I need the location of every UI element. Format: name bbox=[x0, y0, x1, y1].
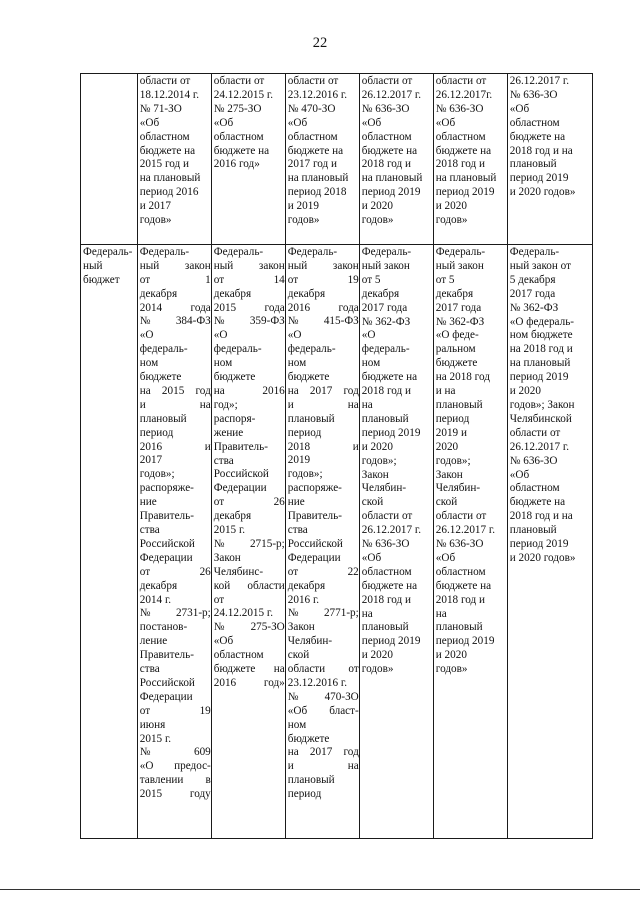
cell-line: декабря bbox=[287, 579, 326, 592]
cell-line: «О федераль- bbox=[509, 315, 575, 328]
cell-line: от 19 bbox=[139, 704, 211, 717]
cell-line: от 14 bbox=[213, 273, 285, 286]
table-cell bbox=[433, 74, 507, 245]
table-row bbox=[81, 245, 593, 839]
cell-line: № 609 bbox=[139, 746, 211, 759]
cell-line: 26.12.2017 г. bbox=[361, 88, 422, 101]
cell-line: «О bbox=[213, 329, 228, 342]
cell-line: областном bbox=[361, 565, 412, 578]
cell-line: распоря- bbox=[213, 412, 256, 425]
cell-line: Федерации bbox=[213, 482, 267, 495]
cell-line: на плановый bbox=[287, 172, 349, 185]
cell-line: на bbox=[361, 607, 373, 620]
cell-line: на bbox=[361, 398, 373, 411]
cell-line: период bbox=[287, 788, 322, 801]
cell-line: 2016 год» bbox=[213, 158, 260, 171]
cell-line: плановый bbox=[139, 412, 187, 425]
cell-line: ный bbox=[83, 259, 103, 272]
cell-line: 24.12.2015 г. bbox=[213, 88, 274, 101]
cell-line: бюджете на bbox=[361, 144, 418, 157]
cell-line: годов» bbox=[361, 214, 394, 227]
cell-line: Закон bbox=[213, 551, 241, 564]
cell-line: Российской bbox=[139, 537, 195, 550]
cell-line: от 26 bbox=[139, 565, 211, 578]
cell-line: Челябин- bbox=[361, 482, 407, 495]
cell-line: № 470-ЗО bbox=[287, 690, 359, 703]
cell-line: от 1 bbox=[139, 273, 211, 286]
cell-line: 2014 года bbox=[139, 301, 211, 314]
cell-line: «О bbox=[139, 329, 154, 342]
cell-line: бюджете bbox=[213, 371, 256, 384]
cell-line: федераль- bbox=[287, 343, 336, 356]
cell-line: год»; bbox=[213, 398, 238, 411]
cell-line: период 2016 bbox=[139, 186, 199, 199]
cell-line: на 2017 год bbox=[287, 746, 359, 759]
cell-line: Федераль- bbox=[287, 246, 338, 258]
table-cell bbox=[81, 245, 138, 839]
cell-line: ской bbox=[287, 649, 310, 662]
cell-line: № 362-ФЗ bbox=[435, 315, 485, 328]
cell-line: «Об bbox=[435, 116, 456, 129]
cell-line: Правитель- bbox=[287, 510, 342, 523]
cell-line: «Об bbox=[287, 116, 308, 129]
budget-sources-table bbox=[80, 73, 593, 839]
cell-line: годов»; bbox=[287, 468, 323, 481]
cell-line: Правитель- bbox=[213, 440, 268, 453]
cell-line: областном bbox=[139, 130, 190, 143]
cell-line: № 384-ФЗ bbox=[139, 315, 211, 328]
cell-line: бюджете на bbox=[361, 371, 418, 384]
cell-line: кой области bbox=[213, 579, 285, 592]
cell-line: области от bbox=[213, 75, 265, 87]
cell-line: 2018 год и bbox=[435, 593, 485, 606]
cell-line: период 2019 bbox=[361, 186, 421, 199]
table-cell bbox=[211, 74, 285, 245]
cell-line: и 2020 годов» bbox=[509, 551, 576, 564]
table-cell bbox=[359, 245, 433, 839]
cell-line: плановый bbox=[435, 398, 483, 411]
cell-line: бюджете на bbox=[139, 144, 196, 157]
cell-line: бюджете на bbox=[435, 144, 492, 157]
cell-line: 2016 г. bbox=[287, 593, 320, 606]
cell-line: 2019 bbox=[287, 454, 311, 467]
cell-line: период 2019 bbox=[509, 538, 569, 551]
cell-line: годов» bbox=[435, 214, 468, 227]
cell-line: от 26 bbox=[213, 496, 285, 509]
cell-line: годов» bbox=[287, 214, 320, 227]
cell-line: «Об bbox=[361, 116, 382, 129]
cell-line: Челябинс- bbox=[213, 565, 264, 578]
cell-line: 2018 год и bbox=[361, 593, 411, 606]
cell-line: 23.12.2016 г. bbox=[287, 88, 348, 101]
cell-line: ства bbox=[213, 454, 234, 467]
cell-line: Федераль- bbox=[361, 246, 412, 258]
cell-line: ральном bbox=[435, 343, 476, 356]
cell-line: Челябинской bbox=[509, 412, 572, 425]
cell-line: годов»; bbox=[435, 454, 471, 467]
cell-line: 2016 год» bbox=[213, 676, 285, 689]
cell-line: бюджете на bbox=[361, 579, 418, 592]
cell-line: период 2019 bbox=[509, 371, 569, 384]
cell-line: области от bbox=[509, 426, 561, 439]
table-cell bbox=[137, 245, 211, 839]
table-cell bbox=[507, 245, 592, 839]
cell-line: годов» bbox=[139, 214, 172, 227]
table-cell bbox=[433, 245, 507, 839]
cell-line: плановый bbox=[361, 412, 409, 425]
cell-line: Закон bbox=[435, 468, 463, 481]
cell-line: декабря bbox=[361, 287, 400, 300]
cell-line: «Об bbox=[213, 635, 234, 648]
cell-line: 2018 год и на bbox=[509, 510, 573, 523]
cell-line: Российской bbox=[287, 537, 343, 550]
cell-line: ние bbox=[139, 496, 157, 509]
cell-line: области от bbox=[361, 75, 413, 87]
cell-line: бюджете на bbox=[435, 579, 492, 592]
cell-line: Федерации bbox=[287, 551, 341, 564]
cell-line: области от bbox=[139, 75, 191, 87]
cell-line: Федераль- bbox=[435, 246, 486, 258]
cell-line: областном bbox=[361, 130, 412, 143]
cell-line: годов»; bbox=[361, 454, 397, 467]
cell-line: № 636-ЗО bbox=[361, 538, 410, 551]
cell-line: «Об bbox=[435, 551, 456, 564]
cell-line: № 275-ЗО bbox=[213, 621, 285, 634]
cell-line: плановый bbox=[435, 621, 483, 634]
cell-line: ской bbox=[361, 496, 384, 509]
cell-line: области от bbox=[361, 510, 413, 523]
cell-line: области от bbox=[435, 75, 487, 87]
cell-line: 2014 г. bbox=[139, 593, 172, 606]
cell-line: 2015 год и bbox=[139, 158, 189, 171]
cell-line: годов»; bbox=[139, 468, 175, 481]
cell-line: период bbox=[287, 426, 322, 439]
cell-line: «Об бласт- bbox=[287, 704, 359, 717]
cell-line: № 415-ФЗ bbox=[287, 315, 359, 328]
table-cell bbox=[359, 74, 433, 245]
cell-line: 2017 года bbox=[509, 287, 556, 300]
cell-line: и 2020 bbox=[361, 440, 393, 453]
cell-line: 2015 года bbox=[213, 301, 285, 314]
cell-line: № 636-ЗО bbox=[435, 102, 484, 115]
cell-line: 2016 года bbox=[287, 301, 359, 314]
cell-line: № 636-ЗО bbox=[509, 88, 558, 101]
cell-line: «О феде- bbox=[435, 329, 479, 342]
cell-line: декабря bbox=[139, 287, 178, 300]
cell-line: «Об bbox=[213, 116, 234, 129]
cell-line: декабря bbox=[213, 287, 252, 300]
cell-line: на 2016 bbox=[213, 385, 285, 397]
cell-line: № 636-ЗО bbox=[435, 538, 484, 551]
cell-line: № 2771-р; bbox=[287, 607, 359, 620]
cell-line: ном bbox=[139, 357, 159, 370]
cell-line: областном bbox=[287, 130, 338, 143]
cell-line: тавлении в bbox=[139, 774, 211, 787]
cell-line: «Об bbox=[361, 551, 382, 564]
cell-line: «О bbox=[287, 329, 302, 342]
cell-line: на 2018 год bbox=[435, 371, 490, 384]
cell-line: бюджете bbox=[139, 371, 182, 384]
cell-line: 2018 год и на bbox=[509, 144, 573, 157]
cell-line: ства bbox=[139, 524, 160, 537]
cell-line: Закон bbox=[361, 468, 389, 481]
cell-line: 2018 и bbox=[287, 440, 359, 453]
cell-line: 2018 год и bbox=[435, 158, 485, 171]
cell-line: плановый bbox=[509, 158, 557, 171]
cell-line: на плановый bbox=[435, 172, 497, 185]
cell-line: бюджете на bbox=[213, 144, 270, 157]
cell-line: жение bbox=[213, 426, 244, 439]
cell-line: ства bbox=[139, 663, 160, 676]
cell-line: период bbox=[435, 412, 470, 425]
cell-line: 26.12.2017 г. bbox=[361, 524, 422, 537]
cell-line: № 275-ЗО bbox=[213, 102, 262, 115]
cell-line: на плановый bbox=[509, 357, 571, 370]
cell-line: № 359-ФЗ bbox=[213, 315, 285, 328]
cell-line: период 2018 bbox=[287, 186, 347, 199]
cell-line: 2020 bbox=[435, 440, 459, 453]
cell-line: и на bbox=[287, 760, 359, 773]
cell-line: Российской bbox=[139, 676, 195, 689]
cell-line: постанов- bbox=[139, 621, 188, 634]
cell-line: 26.12.2017г. bbox=[435, 88, 493, 101]
cell-line: бюджете bbox=[287, 732, 330, 745]
table-row bbox=[81, 74, 593, 245]
cell-line: на bbox=[435, 607, 447, 620]
cell-line: области от bbox=[287, 663, 359, 676]
cell-line: областном bbox=[435, 565, 486, 578]
cell-line: 26.12.2017 г. bbox=[509, 75, 570, 87]
cell-line: плановый bbox=[509, 524, 557, 537]
cell-line: № 71-ЗО bbox=[139, 102, 182, 115]
cell-line: федераль- bbox=[139, 343, 188, 356]
table-cell bbox=[507, 74, 592, 245]
table-cell bbox=[81, 74, 138, 245]
cell-line: период 2019 bbox=[509, 172, 569, 185]
cell-line: и на bbox=[435, 385, 456, 398]
cell-line: на 2018 год и bbox=[509, 343, 573, 356]
cell-line: период 2019 bbox=[361, 635, 421, 648]
cell-line: декабря bbox=[435, 287, 474, 300]
cell-line: от 5 bbox=[435, 273, 455, 286]
cell-line: декабря bbox=[287, 287, 326, 300]
cell-line: № 362-ФЗ bbox=[509, 301, 559, 314]
cell-line: ный закон bbox=[361, 259, 410, 272]
cell-line: 2018 год и bbox=[361, 385, 411, 398]
cell-line: от 19 bbox=[287, 273, 359, 286]
cell-line: период 2019 bbox=[435, 635, 495, 648]
cell-line: федераль- bbox=[361, 343, 410, 356]
cell-line: ление bbox=[139, 635, 168, 648]
cell-line: годов» bbox=[361, 663, 394, 676]
cell-line: ние bbox=[287, 496, 305, 509]
cell-line: ном bbox=[361, 357, 381, 370]
cell-line: 2017 года bbox=[435, 301, 482, 314]
cell-line: плановый bbox=[361, 621, 409, 634]
cell-line: и 2020 годов» bbox=[509, 186, 576, 199]
cell-line: 24.12.2015 г. bbox=[213, 607, 274, 620]
cell-line: на плановый bbox=[361, 172, 423, 185]
cell-line: Челябин- bbox=[435, 482, 481, 495]
cell-line: и 2017 bbox=[139, 200, 171, 213]
cell-line: ской bbox=[435, 496, 458, 509]
cell-line: и 2020 bbox=[361, 649, 393, 662]
cell-line: № 2715-р; bbox=[213, 537, 285, 550]
cell-line: Федераль- bbox=[139, 246, 190, 258]
cell-line: период bbox=[139, 426, 174, 439]
cell-line: Правитель- bbox=[139, 649, 194, 662]
cell-line: и на bbox=[139, 398, 211, 411]
cell-line: бюджете bbox=[287, 371, 330, 384]
table-cell bbox=[137, 74, 211, 245]
cell-line: 2017 bbox=[139, 454, 163, 467]
bottom-divider bbox=[0, 889, 640, 890]
cell-line: и 2020 bbox=[435, 200, 467, 213]
cell-line: «Об bbox=[509, 102, 530, 115]
page-number: 22 bbox=[312, 35, 328, 51]
cell-line: бюджете на bbox=[509, 496, 566, 509]
table-cell bbox=[211, 245, 285, 839]
cell-line: распоряже- bbox=[139, 482, 194, 495]
cell-line: 5 декабря bbox=[509, 273, 556, 286]
cell-line: бюджет bbox=[83, 273, 120, 286]
table-body bbox=[81, 74, 593, 839]
cell-line: распоряже- bbox=[287, 482, 342, 495]
cell-line: 26.12.2017 г. bbox=[435, 524, 496, 537]
cell-line: бюджете на bbox=[287, 144, 344, 157]
cell-line: Федераль- bbox=[213, 246, 264, 258]
cell-line: и 2019 bbox=[287, 200, 319, 213]
cell-line: области от bbox=[287, 75, 339, 87]
cell-line: на плановый bbox=[139, 172, 201, 185]
cell-line: Закон bbox=[287, 621, 315, 634]
cell-line: областном bbox=[213, 649, 264, 662]
cell-line: ный закон bbox=[287, 259, 359, 272]
cell-line: на 2017 год bbox=[287, 385, 359, 397]
cell-line: бюджете bbox=[435, 357, 478, 370]
cell-line: декабря bbox=[213, 510, 252, 523]
cell-line: № 636-ЗО bbox=[361, 102, 410, 115]
cell-line: 2015 г. bbox=[213, 524, 246, 537]
cell-line: 2017 года bbox=[361, 301, 408, 314]
cell-line: плановый bbox=[287, 412, 335, 425]
cell-line: 2019 и bbox=[435, 426, 467, 439]
cell-line: 2015 г. bbox=[139, 732, 172, 745]
cell-line: 2015 году bbox=[139, 788, 211, 801]
cell-line: бюджете на bbox=[509, 130, 566, 143]
cell-line: областном bbox=[213, 130, 264, 143]
cell-line: от 5 bbox=[361, 273, 381, 286]
cell-line: ный закон bbox=[213, 259, 285, 272]
cell-line: «О предос- bbox=[139, 760, 211, 773]
cell-line: ном bbox=[287, 357, 307, 370]
cell-line: 23.12.2016 г. bbox=[287, 676, 348, 689]
cell-line: Федераль- bbox=[509, 246, 560, 258]
cell-line: и на bbox=[287, 398, 359, 411]
cell-line: и 2020 bbox=[435, 649, 467, 662]
cell-line: Челябин- bbox=[287, 635, 333, 648]
cell-line: области от bbox=[435, 510, 487, 523]
cell-line: ный закон bbox=[139, 259, 211, 272]
cell-line: ный закон от bbox=[509, 259, 572, 272]
cell-line: «О bbox=[361, 329, 376, 342]
table-cell bbox=[285, 245, 359, 839]
cell-line: Федераль- bbox=[83, 246, 133, 258]
cell-line: декабря bbox=[139, 579, 178, 592]
cell-line: 18.12.2014 г. bbox=[139, 88, 200, 101]
cell-line: плановый bbox=[287, 774, 335, 787]
cell-line: ном bbox=[213, 357, 233, 370]
cell-line: № 362-ФЗ bbox=[361, 315, 411, 328]
cell-line: 2016 и bbox=[139, 440, 211, 453]
cell-line: ном bbox=[287, 718, 307, 731]
cell-line: и 2020 bbox=[361, 200, 393, 213]
cell-line: годов» bbox=[435, 663, 468, 676]
cell-line: на 2015 год bbox=[139, 385, 211, 397]
cell-line: 2018 год и bbox=[361, 158, 411, 171]
cell-line: ный закон bbox=[435, 259, 484, 272]
cell-line: июня bbox=[139, 718, 166, 731]
cell-line: областном bbox=[509, 116, 560, 129]
cell-line: Федерации bbox=[139, 690, 193, 703]
cell-line: бюджете на bbox=[213, 663, 285, 676]
cell-line: от bbox=[213, 593, 225, 606]
cell-line: и 2020 bbox=[509, 385, 541, 398]
cell-line: 2017 год и bbox=[287, 158, 337, 171]
cell-line: период 2019 bbox=[361, 426, 421, 439]
cell-line: федераль- bbox=[213, 343, 262, 356]
table-cell bbox=[285, 74, 359, 245]
cell-line: Правитель- bbox=[139, 510, 194, 523]
cell-line: № 2731-р; bbox=[139, 607, 211, 620]
cell-line: Федерации bbox=[139, 551, 193, 564]
cell-line: областном bbox=[509, 482, 560, 495]
cell-line: № 470-ЗО bbox=[287, 102, 336, 115]
cell-line: «Об bbox=[509, 468, 530, 481]
cell-line: № 636-ЗО bbox=[509, 454, 558, 467]
cell-line: период 2019 bbox=[435, 186, 495, 199]
cell-line: от 22 bbox=[287, 565, 359, 578]
cell-line: годов»; Закон bbox=[509, 398, 575, 411]
cell-line: Российской bbox=[213, 468, 269, 481]
cell-line: областном bbox=[435, 130, 486, 143]
cell-line: 26.12.2017 г. bbox=[509, 440, 570, 453]
cell-line: ном бюджете bbox=[509, 329, 573, 342]
cell-line: «Об bbox=[139, 116, 160, 129]
cell-line: ства bbox=[287, 524, 308, 537]
